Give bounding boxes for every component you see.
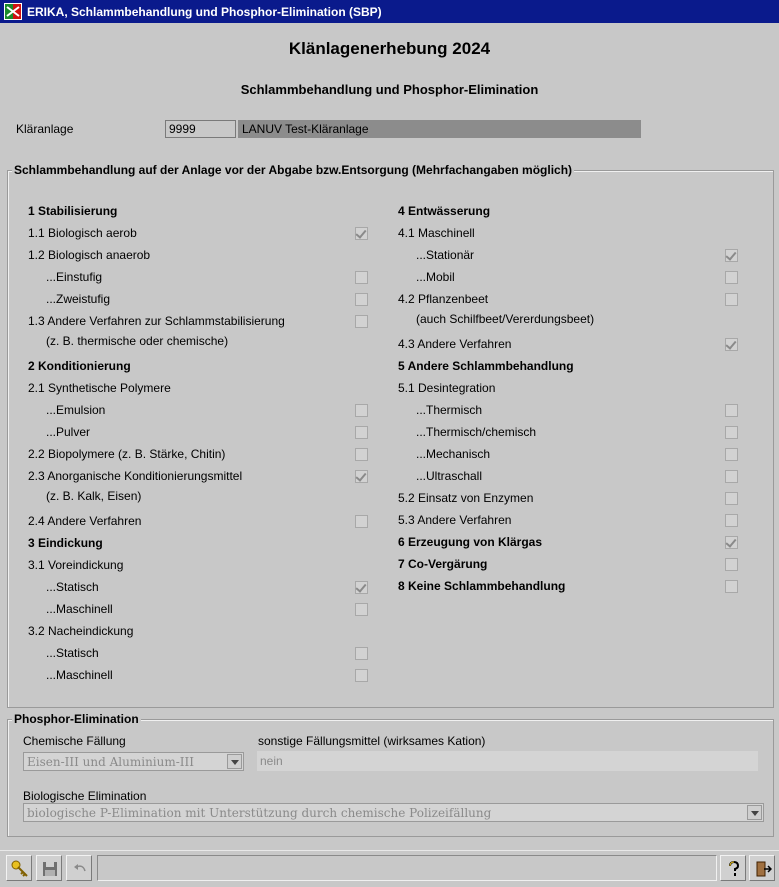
sludge-option-label: 1.1 Biologisch aerob [28,226,137,240]
checkmark-icon [725,338,736,350]
sludge-option-label: 4 Entwässerung [398,204,491,218]
sludge-option-label: 4.3 Andere Verfahren [398,337,512,351]
sludge-option-label: ...Maschinell [46,602,113,616]
sludge-option-label: ...Thermisch/chemisch [416,425,537,439]
save-button[interactable] [36,855,62,881]
sludge-option-label: 5.2 Einsatz von Enzymen [398,491,534,505]
sludge-option-label: ...Maschinell [46,668,113,682]
sludge-option-label: 1 Stabilisierung [28,204,118,218]
sludge-option-label: 5 Andere Schlammbehandlung [398,359,574,373]
key-icon [11,860,29,878]
sludge-option-label: 5.3 Andere Verfahren [398,513,512,527]
sludge-option-checkbox[interactable] [355,669,368,682]
sludge-option-label: ...Thermisch [416,403,483,417]
help-button[interactable] [720,855,746,881]
undo-icon [71,860,89,878]
sludge-option-label: (z. B. thermische oder chemische) [46,334,229,348]
sludge-option-checkbox[interactable] [355,603,368,616]
sludge-option-label: ...Statisch [46,646,99,660]
sludge-option-label: ...Ultraschall [416,469,483,483]
checkmark-icon [725,536,736,548]
sludge-option-label: 7 Co-Vergärung [398,557,488,571]
sludge-option-checkbox[interactable] [725,404,738,417]
sludge-option-label: 2.3 Anorganische Konditionierungsmittel [28,469,243,483]
sludge-option-label: ...Emulsion [46,403,106,417]
sludge-option-label: (auch Schilfbeet/Vererdungsbeet) [416,312,595,326]
sludge-option-checkbox[interactable] [355,293,368,306]
biological-elimination-value: biologische P-Elimination mit Unterstützung durch chemische Polizeifällung [27,806,492,820]
sludge-option-label: 2 Konditionierung [28,359,131,373]
sludge-option-label: 2.1 Synthetische Polymere [28,381,171,395]
sludge-option-label: ...Zweistufig [46,292,111,306]
nrw-logo-icon [4,3,22,20]
plant-label: Kläranlage [16,122,74,136]
sludge-option-label: 5.1 Desintegration [398,381,496,395]
sludge-option-label: 3 Eindickung [28,536,103,550]
sludge-option-checkbox[interactable] [725,558,738,571]
sludge-group-title: Schlammbehandlung auf der Anlage vor der Abgabe bzw.Entsorgung (Mehrfachangaben möglich) [14,163,573,177]
bottom-toolbar [0,850,779,887]
sludge-option-checkbox[interactable] [355,404,368,417]
sludge-option-label: 3.2 Nacheindickung [28,624,134,638]
sludge-option-checkbox[interactable] [725,338,738,351]
help-icon [725,860,743,878]
sludge-option-checkbox[interactable] [355,315,368,328]
exit-icon [754,860,772,878]
undo-button[interactable] [66,855,92,881]
sludge-option-checkbox[interactable] [355,470,368,483]
sludge-option-checkbox[interactable] [725,580,738,593]
sludge-option-label: 6 Erzeugung von Klärgas [398,535,543,549]
sludge-option-label: ...Pulver [46,425,91,439]
sludge-option-checkbox[interactable] [725,470,738,483]
chemical-precipitation-select[interactable] [23,752,244,771]
other-precipitant-label: sonstige Fällungsmittel (wirksames Kation) [258,734,486,748]
sludge-option-label: ...Mechanisch [416,447,491,461]
sludge-option-checkbox[interactable] [725,293,738,306]
sludge-option-checkbox[interactable] [725,426,738,439]
checkmark-icon [355,581,366,593]
key-button[interactable] [6,855,32,881]
chemical-precipitation-label: Chemische Fällung [23,734,126,748]
window-titlebar [0,0,779,23]
checkmark-icon [355,470,366,482]
sludge-option-label: ...Statisch [46,580,99,594]
sludge-option-label: 2.4 Andere Verfahren [28,514,142,528]
save-icon [41,860,59,878]
plant-name-field: LANUV Test-Kläranlage [238,120,641,138]
sludge-option-label: 4.2 Pflanzenbeet [398,292,489,306]
sludge-option-checkbox[interactable] [725,249,738,262]
sludge-option-label: ...Stationär [416,248,475,262]
sludge-option-checkbox[interactable] [355,448,368,461]
sludge-option-checkbox[interactable] [355,271,368,284]
sludge-option-label: 1.3 Andere Verfahren zur Schlammstabilisierung [28,314,285,328]
exit-button[interactable] [749,855,775,881]
window-title: ERIKA, Schlammbehandlung und Phosphor-Elimination (SBP) [27,5,382,19]
sludge-option-checkbox[interactable] [725,536,738,549]
sludge-option-label: 1.2 Biologisch anaerob [28,248,151,262]
sludge-option-checkbox[interactable] [355,581,368,594]
page-title: Klänlagenerhebung 2024 [288,39,491,58]
sludge-option-label: ...Einstufig [46,270,103,284]
phosphor-group-title: Phosphor-Elimination [14,712,139,726]
sludge-option-label: 2.2 Biopolymere (z. B. Stärke, Chitin) [28,447,226,461]
sludge-option-label: (z. B. Kalk, Eisen) [46,489,142,503]
page-subtitle: Schlammbehandlung und Phosphor-Elimination [240,82,539,97]
plant-id-field[interactable]: 9999 [165,120,236,138]
biological-elimination-select[interactable] [23,803,764,822]
checkmark-icon [725,249,736,261]
sludge-option-checkbox[interactable] [725,492,738,505]
sludge-option-label: 4.1 Maschinell [398,226,475,240]
sludge-option-checkbox[interactable] [725,271,738,284]
chevron-down-icon[interactable] [747,805,762,820]
status-bar [97,855,717,881]
sludge-option-checkbox[interactable] [355,227,368,240]
sludge-option-checkbox[interactable] [355,647,368,660]
sludge-option-checkbox[interactable] [725,514,738,527]
sludge-option-label: 3.1 Voreindickung [28,558,124,572]
sludge-option-checkbox[interactable] [355,515,368,528]
sludge-option-checkbox[interactable] [725,448,738,461]
biological-elimination-label: Biologische Elimination [23,789,147,803]
checkmark-icon [355,227,366,239]
chemical-precipitation-value: Eisen-III und Aluminium-III [27,755,195,769]
sludge-option-label: ...Mobil [416,270,455,284]
sludge-option-checkbox[interactable] [355,426,368,439]
chevron-down-icon[interactable] [227,754,242,769]
other-precipitant-input[interactable]: nein [257,751,758,771]
sludge-option-label: 8 Keine Schlammbehandlung [398,579,566,593]
